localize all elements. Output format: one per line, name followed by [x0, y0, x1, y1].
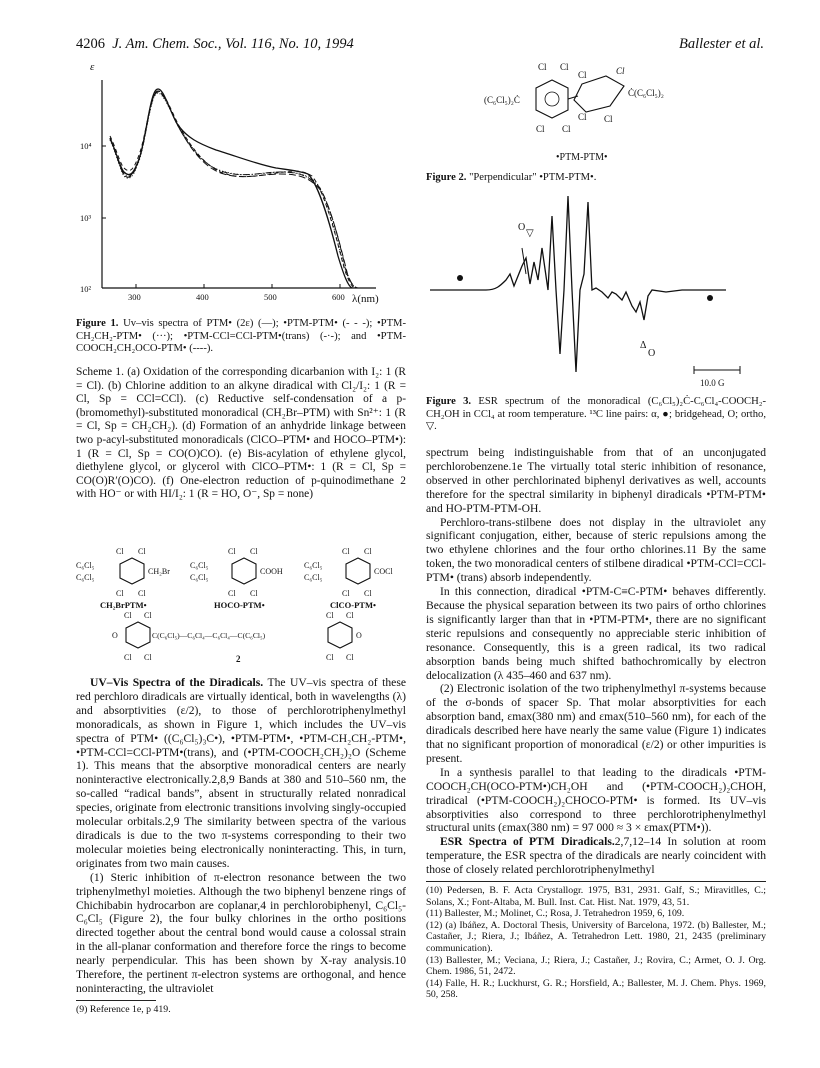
- right-column-body: [426, 446, 766, 1001]
- right-paragraph-5: In a synthesis parallel to that leading to the diradicals •PTM-COOCH₂CH(OCO-PTM•)CH₂OH and (•PTM-COOCH₂)₂CHOH, triradical (•PTM-COOCH₂)₂CHOCO-PTM• is formed. Its UV–vis absorptivities also correspond to three perchlorotriphenylmethyl structural units (εmax(380 nm) = 97 000 ≈ 3 × εmax(PTM•)).: [426, 765, 766, 835]
- figure1-caption: [76, 318, 406, 356]
- scheme1-s2-c6cl5-b: C₆Cl₅: [190, 573, 209, 582]
- right-paragraph-4: (2) Electronic isolation of the two triphenylmethyl π-systems because of the σ-bonds of spacer Sp. That molar absorptivities for each absorption band, εmax(380 nm) and εmax(510–560 nm), for each of the diradicals described here have nearly the same value (Figure 1) indicates that no significant proportion of monoradical (ε/2) or other impurities is present.: [426, 682, 766, 765]
- scheme1-c2-cl-5: Cl: [326, 611, 334, 620]
- figure1-spectra: [76, 56, 416, 308]
- scheme1-s1-cl-tl: Cl: [116, 547, 124, 556]
- scheme1-s3-cl-br: Cl: [364, 589, 372, 598]
- figure3-caption-label: Figure 3.: [426, 396, 472, 407]
- scheme1-s1-sub: CH₂Br: [148, 567, 170, 576]
- figure2-caption: [426, 172, 766, 185]
- scheme1-compound-number: 2: [236, 654, 241, 664]
- figure3-scale-label: 10.0 G: [700, 378, 725, 388]
- figure3-caption: [426, 396, 766, 434]
- scheme1-s3-c6cl5-a: C₆Cl₅: [304, 561, 323, 570]
- scheme1-s2-cl-tr: Cl: [250, 547, 258, 556]
- scheme1-text: Scheme 1. (a) Oxidation of the corresponding dicarbanion with I₂: 1 (R = Cl). (b) Chlorine addition to an alkyne diradical with Cl₂/I₂: 1 (R = Cl, Sp = CCl=CCl). (c) Reductive self-condensation of a p-(bromomethyl)-substituted monoradical (CH₂Br–PTM) with Sn²⁺: 1 (R = Cl, Sp = CH₂CH₂). (d) Formation of an anhydride linkage between two p-acyl-substituted monoradicals (ClCO–PTM• and HOCO–PTM•): 1 (R = Cl, Sp = CO(O)CO). (e) Bis-acylation of ethylene glycol, diethylene glycol, or glycerol with ClCO–PTM•: 1 (R = Cl, Sp = CO(O)R′(O)CO). (f) One-electron reduction of p-quinodimethane 2 with HO⁻ or with HI/I₂: 1 (R = HO, O⁻, Sp = none): [76, 366, 406, 501]
- scheme1-s2-sub: COOH: [260, 567, 283, 576]
- figure2-caption-label: Figure 2.: [426, 172, 467, 183]
- uv-vis-section-heading: UV–Vis Spectra of the Diradicals.: [90, 676, 264, 689]
- header-left: [76, 36, 354, 53]
- figure1-y-symbol: ε: [90, 61, 95, 73]
- scheme1-s1-c6cl5-a: C₆Cl₅: [76, 561, 95, 570]
- figure1-curves: [110, 89, 358, 288]
- figure3-esr-spectrum: [426, 188, 766, 392]
- right-paragraph-6-text: 2,7,12–14 In solution at room temperature, the ESR spectra of the diradicals are nearly coincident with those of closely related perchlorotriphenylmethyl: [426, 835, 766, 877]
- scheme1-s3-sub: COCl: [374, 567, 393, 576]
- figure3-marker-circle: O: [518, 222, 526, 233]
- scheme1-c2-chain: C(C₆Cl₅)—C₆Cl₄—C₆Cl₄—C(C₆Cl₅): [152, 631, 266, 640]
- figure3-alpha-dot-left: [457, 275, 463, 281]
- figure2-left-group: (C₆Cl₅)₂Ċ: [484, 95, 520, 105]
- scheme1-s3-cl-tr: Cl: [364, 547, 372, 556]
- scheme1-s2-cl-tl: Cl: [228, 547, 236, 556]
- journal-citation: J. Am. Chem. Soc., Vol. 116, No. 10, 1994: [112, 36, 354, 52]
- figure2-cl-8: Cl: [578, 112, 587, 122]
- left-paragraph-1-text: The UV–vis spectra of these red perchloro diradicals are virtually identical, both in wavelengths (λ) and absorptivities (ε/2), to those of perchlorotriphenylmethyl monoradicals, as shown in Figure 1, which includes the UV–vis spectra of PTM• ((C₆Cl₅)₃C•), •PTM-PTM•, •PTM-CH₂CH₂-PTM•, •PTM-CCl=CCl-PTM•(trans), and (•PTM-COOCH₂CH₂)₂O (Scheme 1). This means that the absorptive monoradical centers are nearly noninteractive electronically.2,8,9 Bands at 380 and 510–560 nm, the so-called “radical bands”, absent in structurally related nonradical species, originate from electronic transitions involving singly-occupied molecular orbitals.2,9 The similarity between spectra of the various diradicals is due to the two π-systems corresponding to their two molecular moieties being electronically noninteracting. This, in turn, originates from two main causes.: [76, 676, 407, 870]
- footnote-11: (11) Ballester, M.; Molinet, C.; Rosa, J. Tetrahedron 1959, 6, 109.: [426, 908, 685, 920]
- figure1-ytick-1e2: 10²: [80, 284, 92, 294]
- scheme1-c2-cl-7: Cl: [326, 653, 334, 662]
- scheme1-c2-o-right: O: [356, 631, 362, 640]
- figure3-marker-delta: Δ: [640, 340, 647, 351]
- figure1-curve-longdash: [110, 92, 358, 288]
- figure2-cl-1: Cl: [538, 62, 547, 72]
- left-footnote-rule: [76, 1000, 156, 1001]
- right-footnotes: [426, 885, 766, 1001]
- footnote-10: (10) Pedersen, B. F. Acta Crystallogr. 1975, B31, 2931. Galf, S.; Miravitlles, C.; Solans, X.; Font-Altaba, M. Bull. Inst. Cat. Hist. Nat. 1979, 43, 51.: [426, 885, 766, 908]
- scheme1-s2-cl-br: Cl: [250, 589, 258, 598]
- figure1-ytick-1e3: 10³: [80, 213, 92, 223]
- running-header: [76, 36, 764, 54]
- scheme1-s3-cl-tl: Cl: [342, 547, 350, 556]
- scheme1-s1-c6cl5-b: C₆Cl₅: [76, 573, 95, 582]
- figure3-esr-alpha-line: [522, 248, 526, 274]
- footnote-13: (13) Ballester, M.; Veciana, J.; Riera, J.; Castañer, J.; Rovira, C.; Armet, O. J. Org. Chem. 1986, 51, 2472.: [426, 954, 766, 978]
- scheme1-c2-cl-8: Cl: [346, 653, 354, 662]
- figure3-marker-triangle: ▽: [526, 228, 534, 239]
- right-paragraph-6: [426, 835, 766, 877]
- figure2-cl-7: Cl: [604, 114, 613, 124]
- scheme1-c2-cl-2: Cl: [144, 611, 152, 620]
- right-paragraph-3: In this connection, diradical •PTM-C≡C-PTM• behaves differently. Because the physical separation between its two pairs of ortho chlorines is significantly larger than that in •PTM-PTM•, there are no significant steric repulsions and consequently no appreciable steric inhibition of resonance. Consequently, this is a green radical, its two radical absorption bands being much shifted bathochromically by electron delocalization (λ 435–460 and 637 nm).: [426, 585, 766, 682]
- figure1-caption-text: Uv–vis spectra of PTM• (2ε) (—); •PTM-PTM• (- - -); •PTM-CH₂CH₂-PTM• (···); •PTM-CCl=CCl-PTM•(trans) (-·-); and •PTM-COOCH₂CH₂OCO-PTM• (----).: [76, 318, 406, 355]
- figure1-xtick-600: 600: [332, 292, 345, 302]
- scheme1-s1-cl-bl: Cl: [116, 589, 124, 598]
- scheme1-label2: HOCO-PTM•: [214, 600, 265, 610]
- footnote-14: (14) Falle, H. R.; Luckhurst, G. R.; Horsfield, A.; Ballester, M. J. Chem. Phys. 1969, 50, 258.: [426, 977, 766, 1001]
- figure2-right-group: Ċ(C₆Cl₅)₂: [628, 88, 664, 98]
- right-paragraph-1: spectrum being indistinguishable from that of an unconjugated perchlorobenzene.1e The virtually total steric inhibition of resonance, observed in other perchlorinated biphenyl derivatives as well, accounts therefore for the spectral similarity in biphenyl diradicals •PTM-PTM• and HO-PTM-PTM-OH.: [426, 446, 766, 515]
- scheme1-c2-cl-6: Cl: [346, 611, 354, 620]
- figure2-cl-5: Cl: [578, 70, 587, 80]
- right-footnote-rule: [426, 881, 766, 882]
- scheme1-s2-cl-bl: Cl: [228, 589, 236, 598]
- figure3-caption-text: ESR spectrum of the monoradical (C₆Cl₅)₂Ċ-C₆Cl₄-COOCH₂-CH₂OH in CCl₄ at room temperature. ¹³C line pairs: α, ●; bridgehead, O; ortho, ▽.: [426, 396, 766, 433]
- scheme1-s1-cl-br: Cl: [138, 589, 146, 598]
- figure2-structure: [478, 56, 738, 168]
- figure1-x-label: λ(nm): [352, 293, 379, 305]
- left-paragraph-2: (1) Steric inhibition of π-electron resonance between the two triphenylmethyl moieties. Although the two biphenyl benzene rings of Chichibabin hydrocarbon are coplanar,4 in perchlorobiphenyl, C₆Cl₅-C₆Cl₅ (Figure 2), the four bulky chlorines in the ortho positions directed together about the central bond would cause a colossal strain in the all-planar conformation and therefore force the rings to become nearly perpendicular. This has been shown by X-ray analysis.10 Therefore, the pertinent π-electron systems are orthogonal, and hence noninteracting, the ultraviolet: [76, 870, 406, 995]
- scheme1-c2-o-left: O: [112, 631, 118, 640]
- figure2-label: •PTM-PTM•: [556, 152, 608, 163]
- figure2-cl-2: Cl: [560, 62, 569, 72]
- page-number: 4206: [76, 36, 105, 52]
- figure3-marker-o2: O: [648, 348, 656, 359]
- scheme1-c2-cl-4: Cl: [144, 653, 152, 662]
- scheme1-s2-c6cl5-a: C₆Cl₅: [190, 561, 209, 570]
- esr-section-heading: ESR Spectra of PTM Diradicals.: [440, 835, 615, 849]
- header-author: Ballester et al.: [679, 36, 764, 52]
- scheme1-label1: CH₂BrPTM•: [100, 600, 147, 610]
- scheme1-c2-cl-3: Cl: [124, 653, 132, 662]
- left-paragraph-1: [76, 676, 406, 871]
- right-paragraph-2: Perchloro-trans-stilbene does not display in the ultraviolet any significant conjugation, either, because of steric repulsions among the two ethylene chlorines and the four ortho chlorines.11 By the same token, the two monoradical centers of stilbene diradical •PTM-CCl=CCl-PTM• (trans) absorb independently.: [426, 515, 766, 585]
- scheme1-structures: [76, 544, 406, 666]
- left-footnote: (9) Reference 1e, p 419.: [76, 1003, 171, 1015]
- figure2-cl-3: Cl: [536, 124, 545, 134]
- figure2-cl-4: Cl: [562, 124, 571, 134]
- figure3-esr-trace: [430, 196, 726, 372]
- figure3-alpha-dot-right: [707, 295, 713, 301]
- figure1-caption-label: Figure 1.: [76, 318, 119, 329]
- footnote-12: (12) (a) Ibáñez, A. Doctoral Thesis, University of Barcelona, 1972. (b) Ballester, M.; Castañer, J.; Riera, J.; Ibáñez, A. Tetrahedron Lett. 1980, 21, 2435 (preliminary communication).: [426, 919, 766, 955]
- figure2-cl-6: Cl: [616, 66, 625, 76]
- figure2-caption-text: "Perpendicular" •PTM-PTM•.: [469, 172, 597, 183]
- left-column-body: [76, 676, 406, 1015]
- scheme1-s3-cl-bl: Cl: [342, 589, 350, 598]
- figure1-xtick-500: 500: [264, 292, 277, 302]
- figure1-ytick-1e4: 10⁴: [80, 141, 92, 151]
- scheme1-s3-c6cl5-b: C₆Cl₅: [304, 573, 323, 582]
- scheme1-c2-cl-1: Cl: [124, 611, 132, 620]
- figure1-x-ticks: [128, 284, 379, 305]
- figure1-curve-solid: [110, 89, 352, 288]
- scheme1-s1-cl-tr: Cl: [138, 547, 146, 556]
- figure1-xtick-400: 400: [196, 292, 209, 302]
- scheme1-label3: ClCO-PTM•: [330, 600, 376, 610]
- figure1-xtick-300: 300: [128, 292, 141, 302]
